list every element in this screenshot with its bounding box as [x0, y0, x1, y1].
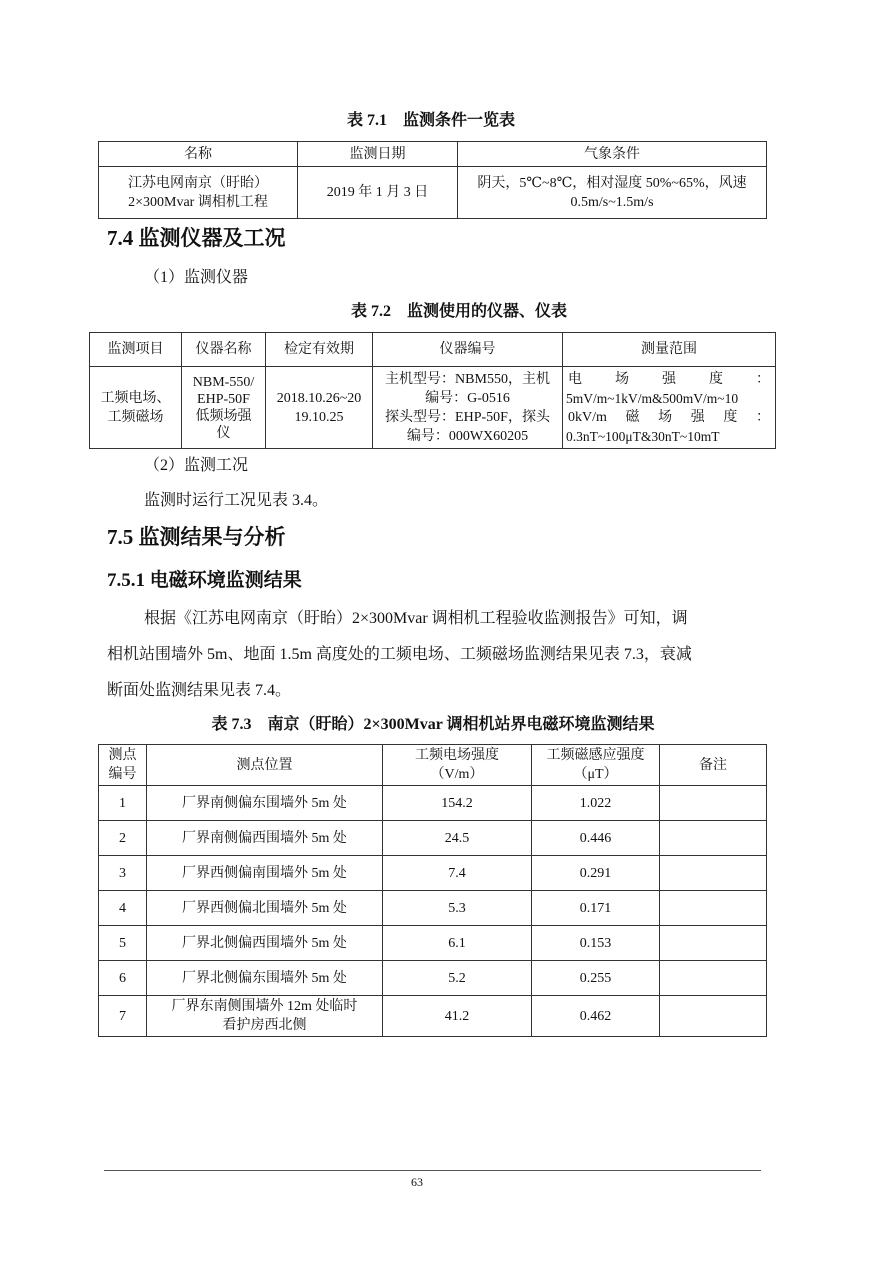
- table-row: [99, 856, 767, 891]
- remark: [660, 821, 767, 856]
- electric-field-value: 154.2: [383, 786, 532, 821]
- header-electric-field: [383, 745, 532, 786]
- header-point-no: [99, 745, 147, 786]
- item-line: 工频电场、: [100, 390, 171, 406]
- header-remark: 备注: [660, 745, 767, 786]
- number-line: 探头型号：EHP-50F，探头: [385, 409, 550, 425]
- weather-line: 0.5m/s~1.5m/s: [570, 194, 654, 210]
- table-row: [90, 367, 776, 449]
- electric-field-value: 5.3: [383, 891, 532, 926]
- number-line: 编号：G-0516: [425, 390, 510, 406]
- magnetic-field-value: 0.291: [532, 856, 660, 891]
- paragraph-line: 根据《江苏电网南京（盱眙）2×300Mvar 调相机工程验收监测报告》可知，调: [144, 610, 688, 627]
- location-line: 看护房西北侧: [222, 1018, 307, 1033]
- instrument-line: 仪: [216, 425, 231, 441]
- instrument-line: EHP-50F: [197, 391, 250, 407]
- project-name-cell: [99, 167, 298, 219]
- validity-line: 19.10.25: [294, 409, 344, 425]
- instrument-line: 低频场强: [195, 408, 252, 424]
- header-instrument: 仪器名称: [182, 333, 266, 367]
- header-location: 测点位置: [147, 745, 383, 786]
- table-7-2-caption: 表 7.2 监测使用的仪器、仪表: [350, 303, 567, 320]
- validity-line: 2018.10.26~20: [276, 390, 362, 406]
- range-line: 电 场 强 度 ：: [568, 371, 770, 387]
- range-line: 0kV/m 磁 场 强 度 ：: [568, 409, 770, 425]
- footer-divider: [104, 1170, 761, 1171]
- validity-cell: [266, 367, 373, 449]
- header-weather: 气象条件: [458, 142, 767, 167]
- magnetic-field-value: 0.446: [532, 821, 660, 856]
- item-cell: [90, 367, 182, 449]
- magnetic-field-value: 0.255: [532, 961, 660, 996]
- section-7-5-1-heading: 7.5.1 电磁环境监测结果: [107, 570, 302, 591]
- number-line: 编号：000WX60205: [406, 428, 529, 444]
- weather-cell: [458, 167, 767, 219]
- point-no: 7: [99, 996, 147, 1037]
- remark: [660, 786, 767, 821]
- remark: [660, 891, 767, 926]
- magnetic-field-value: 0.462: [532, 996, 660, 1037]
- table-row: [99, 821, 767, 856]
- table-7-1-caption: 表 7.1 监测条件一览表: [346, 112, 515, 129]
- header-line: 工频电场强度: [415, 748, 499, 763]
- instrument-line: NBM-550/: [192, 374, 255, 390]
- point-location: 厂界南侧偏东围墙外 5m 处: [147, 786, 383, 821]
- point-location: 厂界西侧偏北围墙外 5m 处: [147, 891, 383, 926]
- table-row: [99, 926, 767, 961]
- page-number: 63: [411, 1175, 423, 1189]
- range-line: 5mV/m~1kV/m&500mV/m~10: [566, 390, 739, 406]
- project-name-line: 2×300Mvar 调相机工程: [128, 194, 268, 210]
- electric-field-value: 7.4: [383, 856, 532, 891]
- electric-field-value: 6.1: [383, 926, 532, 961]
- header-item: 监测项目: [90, 333, 182, 367]
- header-line: 工频磁感应强度: [546, 748, 645, 763]
- table-7-2: [89, 332, 776, 449]
- electric-field-value: 24.5: [383, 821, 532, 856]
- point-no: 2: [99, 821, 147, 856]
- number-line: 主机型号：NBM550，主机: [385, 371, 550, 387]
- header-date: 监测日期: [298, 142, 458, 167]
- table-row: [99, 961, 767, 996]
- point-location: [147, 996, 383, 1037]
- section-7-4-heading: 7.4 监测仪器及工况: [107, 226, 286, 250]
- header-line: 编号: [108, 767, 137, 782]
- table-row: [99, 786, 767, 821]
- point-no: 6: [99, 961, 147, 996]
- header-line: （V/m）: [430, 767, 484, 782]
- point-no: 3: [99, 856, 147, 891]
- header-number: 仪器编号: [373, 333, 563, 367]
- magnetic-field-value: 1.022: [532, 786, 660, 821]
- subsection-conditions: （2）监测工况: [144, 457, 249, 474]
- magnetic-field-value: 0.153: [532, 926, 660, 961]
- monitor-date: 2019 年 1 月 3 日: [298, 167, 458, 219]
- range-cell: [563, 367, 776, 449]
- electric-field-value: 5.2: [383, 961, 532, 996]
- paragraph-line: 断面处监测结果见表 7.4。: [107, 682, 292, 699]
- header-line: （μT）: [573, 767, 618, 782]
- point-no: 4: [99, 891, 147, 926]
- remark: [660, 856, 767, 891]
- location-line: 厂界东南侧围墙外 12m 处临时: [171, 999, 358, 1014]
- section-7-5-heading: 7.5 监测结果与分析: [107, 525, 286, 549]
- header-name: 名称: [99, 142, 298, 167]
- instrument-number-cell: [373, 367, 563, 449]
- header-range: 测量范围: [563, 333, 776, 367]
- remark: [660, 961, 767, 996]
- instrument-cell: [182, 367, 266, 449]
- subsection-instruments: （1）监测仪器: [144, 269, 249, 286]
- table-7-3-caption: 表 7.3 南京（盱眙）2×300Mvar 调相机站界电磁环境监测结果: [211, 716, 655, 733]
- table-row: [99, 996, 767, 1037]
- conditions-text: 监测时运行工况见表 3.4。: [144, 492, 329, 509]
- paragraph-line: 相机站围墙外 5m、地面 1.5m 高度处的工频电场、工频磁场监测结果见表 7.3，衰减: [107, 646, 692, 663]
- weather-line: 阴天，5℃~8℃，相对湿度 50%~65%，风速: [477, 175, 747, 191]
- remark: [660, 996, 767, 1037]
- point-location: 厂界北侧偏西围墙外 5m 处: [147, 926, 383, 961]
- project-name-line: 江苏电网南京（盱眙）: [128, 175, 268, 191]
- item-line: 工频磁场: [107, 409, 164, 425]
- point-location: 厂界南侧偏西围墙外 5m 处: [147, 821, 383, 856]
- table-7-1: [98, 141, 767, 219]
- range-line: 0.3nT~100μT&30nT~10mT: [566, 428, 720, 444]
- header-line: 测点: [108, 748, 137, 763]
- header-magnetic-field: [532, 745, 660, 786]
- header-validity: 检定有效期: [266, 333, 373, 367]
- point-no: 5: [99, 926, 147, 961]
- remark: [660, 926, 767, 961]
- table-row: [99, 891, 767, 926]
- magnetic-field-value: 0.171: [532, 891, 660, 926]
- electric-field-value: 41.2: [383, 996, 532, 1037]
- point-location: 厂界西侧偏南围墙外 5m 处: [147, 856, 383, 891]
- table-row: [99, 167, 767, 219]
- table-7-3: [98, 744, 767, 1037]
- point-location: 厂界北侧偏东围墙外 5m 处: [147, 961, 383, 996]
- point-no: 1: [99, 786, 147, 821]
